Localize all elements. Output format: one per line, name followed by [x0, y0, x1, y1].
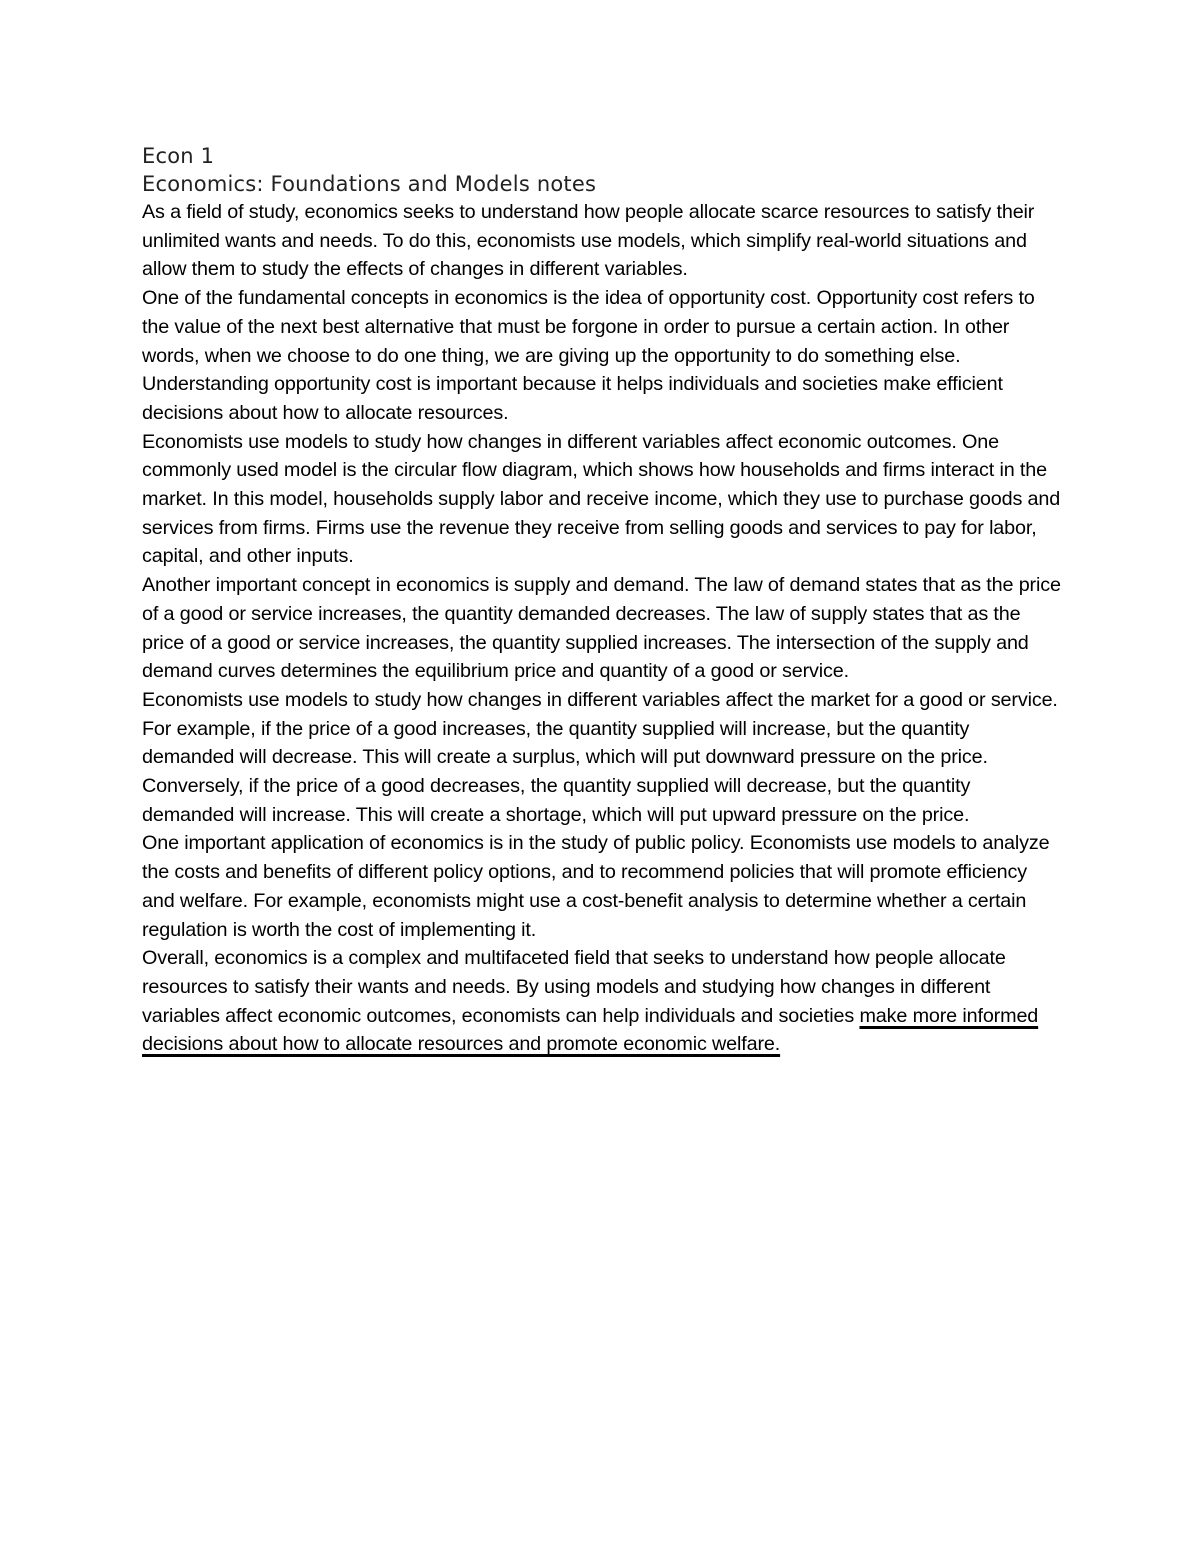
paragraph-supply-demand: Another important concept in economics is supply and demand. The law of demand states that as the price of a good or service increases, the quantity demanded decreases. The law of supply states that as the price of a good or service increases, the quantity supplied increases. The intersection of the supply and demand curves determines the equilibrium price and quantity of a good or service.	[142, 574, 1061, 683]
course-name: Econ 1	[142, 144, 215, 168]
paragraph-intro: As a field of study, economics seeks to understand how people allocate scarce resources to satisfy their unlimited wants and needs. To do this, economists use models, which simplify real-world situations and allow them to study the effects of changes in different variables.	[142, 201, 1035, 281]
document-title: Economics: Foundations and Models notes	[142, 172, 597, 196]
document-body	[142, 142, 1064, 1059]
conclusion-text: Overall, economics is a complex and multifaceted field that seeks to understand how people allocate resources to satisfy their wants and needs. By using models and studying how changes in different variables affect economic outcomes, economists can help individuals and societies	[142, 947, 1006, 1027]
paragraph-market-changes: Economists use models to study how changes in different variables affect the market for a good or service. For example, if the price of a good increases, the quantity supplied will increase, but the quantity demanded will decrease. This will create a surplus, which will put downward pressure on the price. Conversely, if the price of a good decreases, the quantity supplied will decrease, but the quantity demanded will increase. This will create a shortage, which will put upward pressure on the price.	[142, 688, 1058, 826]
paragraph-conclusion	[142, 944, 1064, 1059]
conclusion-underlined-text: make more informed decisions about how to allocate resources and promote economic welfare.	[142, 1004, 1039, 1056]
paragraph-opportunity-cost: One of the fundamental concepts in economics is the idea of opportunity cost. Opportunity cost refers to the value of the next best alternative that must be forgone in order to pursue a certain action. In other words, when we choose to do one thing, we are giving up the opportunity to do something else. Understanding opportunity cost is important because it helps individuals and societies make efficient decisions about how to allocate resources.	[142, 287, 1035, 424]
paragraph-circular-flow: Economists use models to study how changes in different variables affect economic outcomes. One commonly used model is the circular flow diagram, which shows how households and firms interact in the market. In this model, households supply labor and receive income, which they use to purchase goods and services from firms. Firms use the revenue they receive from selling goods and services to pay for labor, capital, and other inputs.	[142, 430, 1061, 568]
paragraph-public-policy: One important application of economics is in the study of public policy. Economists use models to analyze the costs and benefits of different policy options, and to recommend policies that will promote efficiency and welfare. For example, economists might use a cost-benefit analysis to determine whether a certain regulation is worth the cost of implementing it.	[142, 832, 1050, 941]
